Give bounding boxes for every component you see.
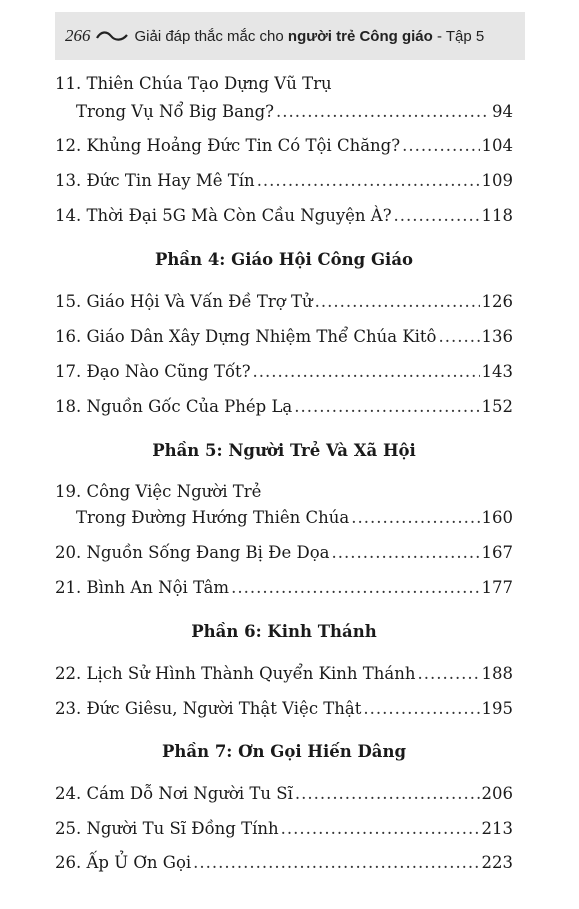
leader-dots xyxy=(281,819,480,839)
leader-dots xyxy=(417,664,479,684)
section-heading: Phần 5: Người Trẻ Và Xã Hội xyxy=(152,441,416,460)
toc-entry[interactable]: 23. Đức Giêsu, Người Thật Việc Thật ..... 195 xyxy=(55,699,513,719)
toc-entry[interactable]: 26. Ấp Ủ Ơn Gọi ..... 223 xyxy=(55,853,513,873)
page-ref: 223 xyxy=(481,853,513,872)
page-ref: 160 xyxy=(481,508,513,527)
leader-dots xyxy=(193,853,479,873)
page-ref: 213 xyxy=(481,819,513,838)
leader-dots xyxy=(295,784,480,804)
leader-dots xyxy=(331,543,479,563)
toc-entry[interactable]: 21. Bình An Nội Tâm ..... 177 xyxy=(55,578,513,598)
toc-entry[interactable]: 25. Người Tu Sĩ Đồng Tính ..... 213 xyxy=(55,819,513,839)
section-heading: Phần 7: Ơn Gọi Hiến Dâng xyxy=(161,742,406,761)
page-ref: 143 xyxy=(481,362,513,381)
page-ref: 188 xyxy=(481,664,513,683)
toc-entry[interactable]: 13. Đức Tin Hay Mê Tín ..... 109 xyxy=(55,171,513,191)
leader-dots xyxy=(231,578,479,598)
toc-entry[interactable]: 14. Thời Đại 5G Mà Còn Cầu Nguyện À? ..... 118 xyxy=(55,206,513,226)
toc-entry[interactable]: 19. Công Việc Người Trẻ Trong Đường Hướng Thiên Chúa ..... 160 xyxy=(55,482,513,528)
running-header xyxy=(55,12,525,60)
page-ref: 126 xyxy=(481,292,513,311)
page-ref: 177 xyxy=(481,578,513,597)
toc-entry[interactable]: 17. Đạo Nào Cũng Tốt? ..... 143 xyxy=(55,362,513,382)
toc-entry[interactable]: 12. Khủng Hoảng Đức Tin Có Tội Chăng? ..... 104 xyxy=(55,136,513,156)
page-ref: 136 xyxy=(481,327,513,346)
swirl-ornament-icon xyxy=(95,29,129,43)
leader-dots xyxy=(394,206,480,226)
toc-entry[interactable]: 15. Giáo Hội Và Vấn Đề Trợ Tử ..... 126 xyxy=(55,292,513,312)
page-number: 266 xyxy=(65,26,91,45)
toc-entry[interactable]: 18. Nguồn Gốc Của Phép Lạ ..... 152 xyxy=(55,397,513,417)
book-title: Giải đáp thắc mắc cho người trẻ Công giáo - Tập 5 xyxy=(134,27,485,45)
page-ref: 104 xyxy=(481,136,513,155)
leader-dots xyxy=(294,397,479,417)
page-ref: 109 xyxy=(481,171,513,190)
leader-dots xyxy=(253,362,480,382)
page-ref: 195 xyxy=(481,699,513,718)
leader-dots xyxy=(315,292,480,312)
page-ref: 167 xyxy=(481,543,513,562)
leader-dots xyxy=(351,508,479,528)
leader-dots xyxy=(402,136,479,156)
toc-entry[interactable]: 20. Nguồn Sống Đang Bị Đe Dọa ..... 167 xyxy=(55,543,513,563)
page-ref: 118 xyxy=(481,206,513,225)
toc-entry[interactable]: 22. Lịch Sử Hình Thành Quyển Kinh Thánh ..... 188 xyxy=(55,664,513,684)
leader-dots xyxy=(276,102,490,122)
toc-entry[interactable]: 11. Thiên Chúa Tạo Dựng Vũ Trụ Trong Vụ Nổ Big Bang? ..... 94 xyxy=(55,74,513,122)
leader-dots xyxy=(257,171,480,191)
toc-entry[interactable]: 16. Giáo Dân Xây Dựng Nhiệm Thể Chúa Kitô ..... 136 xyxy=(55,327,513,347)
leader-dots xyxy=(439,327,480,347)
section-heading: Phần 4: Giáo Hội Công Giáo xyxy=(154,250,414,269)
page-ref: 152 xyxy=(481,397,513,416)
page-ref: 206 xyxy=(481,784,513,803)
toc-entry[interactable]: 24. Cám Dỗ Nơi Người Tu Sĩ ..... 206 xyxy=(55,784,513,804)
section-heading: Phần 6: Kinh Thánh xyxy=(191,622,377,641)
leader-dots xyxy=(363,699,479,719)
page-ref: 94 xyxy=(492,102,513,121)
